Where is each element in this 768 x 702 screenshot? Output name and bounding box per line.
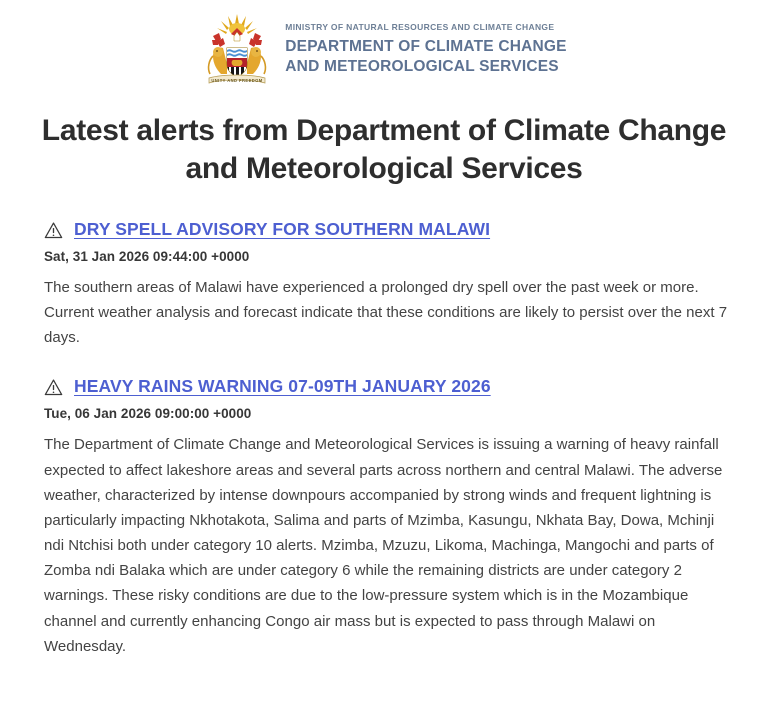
alert-body: The southern areas of Malawi have experienced a prolonged dry spell over the past week or more. Current weather analysis and forecast indicate that these conditions are likely to persist over the next 7 days. (44, 278, 728, 347)
site-masthead (0, 0, 768, 92)
masthead-text-block (285, 23, 566, 77)
ministry-name: MINISTRY OF NATURAL RESOURCES AND CLIMATE CHANGE (285, 22, 555, 32)
department-name-line-1: DEPARTMENT OF CLIMATE CHANGE (285, 38, 567, 56)
malawi-coat-of-arms-icon (201, 12, 273, 88)
department-name-line-2: AND METEOROLOGICAL SERVICES (285, 58, 559, 76)
alert-title-link[interactable]: HEAVY RAINS WARNING 07-09TH JANUARY 2026 (74, 376, 491, 397)
alert-heading (44, 219, 728, 240)
page-title: Latest alerts from Department of Climate Change and Meteorological Services (41, 114, 727, 186)
alert-heading (44, 376, 728, 397)
crest-motto-text: UNITY AND FREEDOM (211, 78, 263, 84)
warning-triangle-icon (44, 378, 63, 397)
alert-date: Sat, 31 Jan 2026 09:44:00 +0000 (44, 248, 250, 264)
alert-body: The Department of Climate Change and Meteorological Services is issuing a warning of heavy rainfall expected to affect lakeshore areas and several parts across northern and central Malawi. The adverse weather, characterized by intense downpours accompanied by strong winds and frequent lightning is particularly impacting Nkhotakota, Salima and parts of Mzimba, Kasungu, Nkhata Bay, Dowa, Mchinji ndi Ntchisi both under category 10 alerts. Mzimba, Mzuzu, Likoma, Machinga, Mangochi and parts of Zomba ndi Balaka which are under category 6 while the remaining districts are under category 2 warnings. These risky conditions are due to the low-pressure system which is in the Mozambique channel and currently enhancing Congo air mass but is expected to pass through Malawi on Wednesday. (44, 436, 723, 655)
alert-item (44, 219, 728, 351)
alert-title-link[interactable]: DRY SPELL ADVISORY FOR SOUTHERN MALAWI (74, 218, 491, 239)
warning-triangle-icon (44, 221, 63, 240)
alert-date: Tue, 06 Jan 2026 09:00:00 +0000 (44, 406, 252, 422)
alerts-list (44, 219, 728, 659)
alert-item (44, 376, 728, 659)
